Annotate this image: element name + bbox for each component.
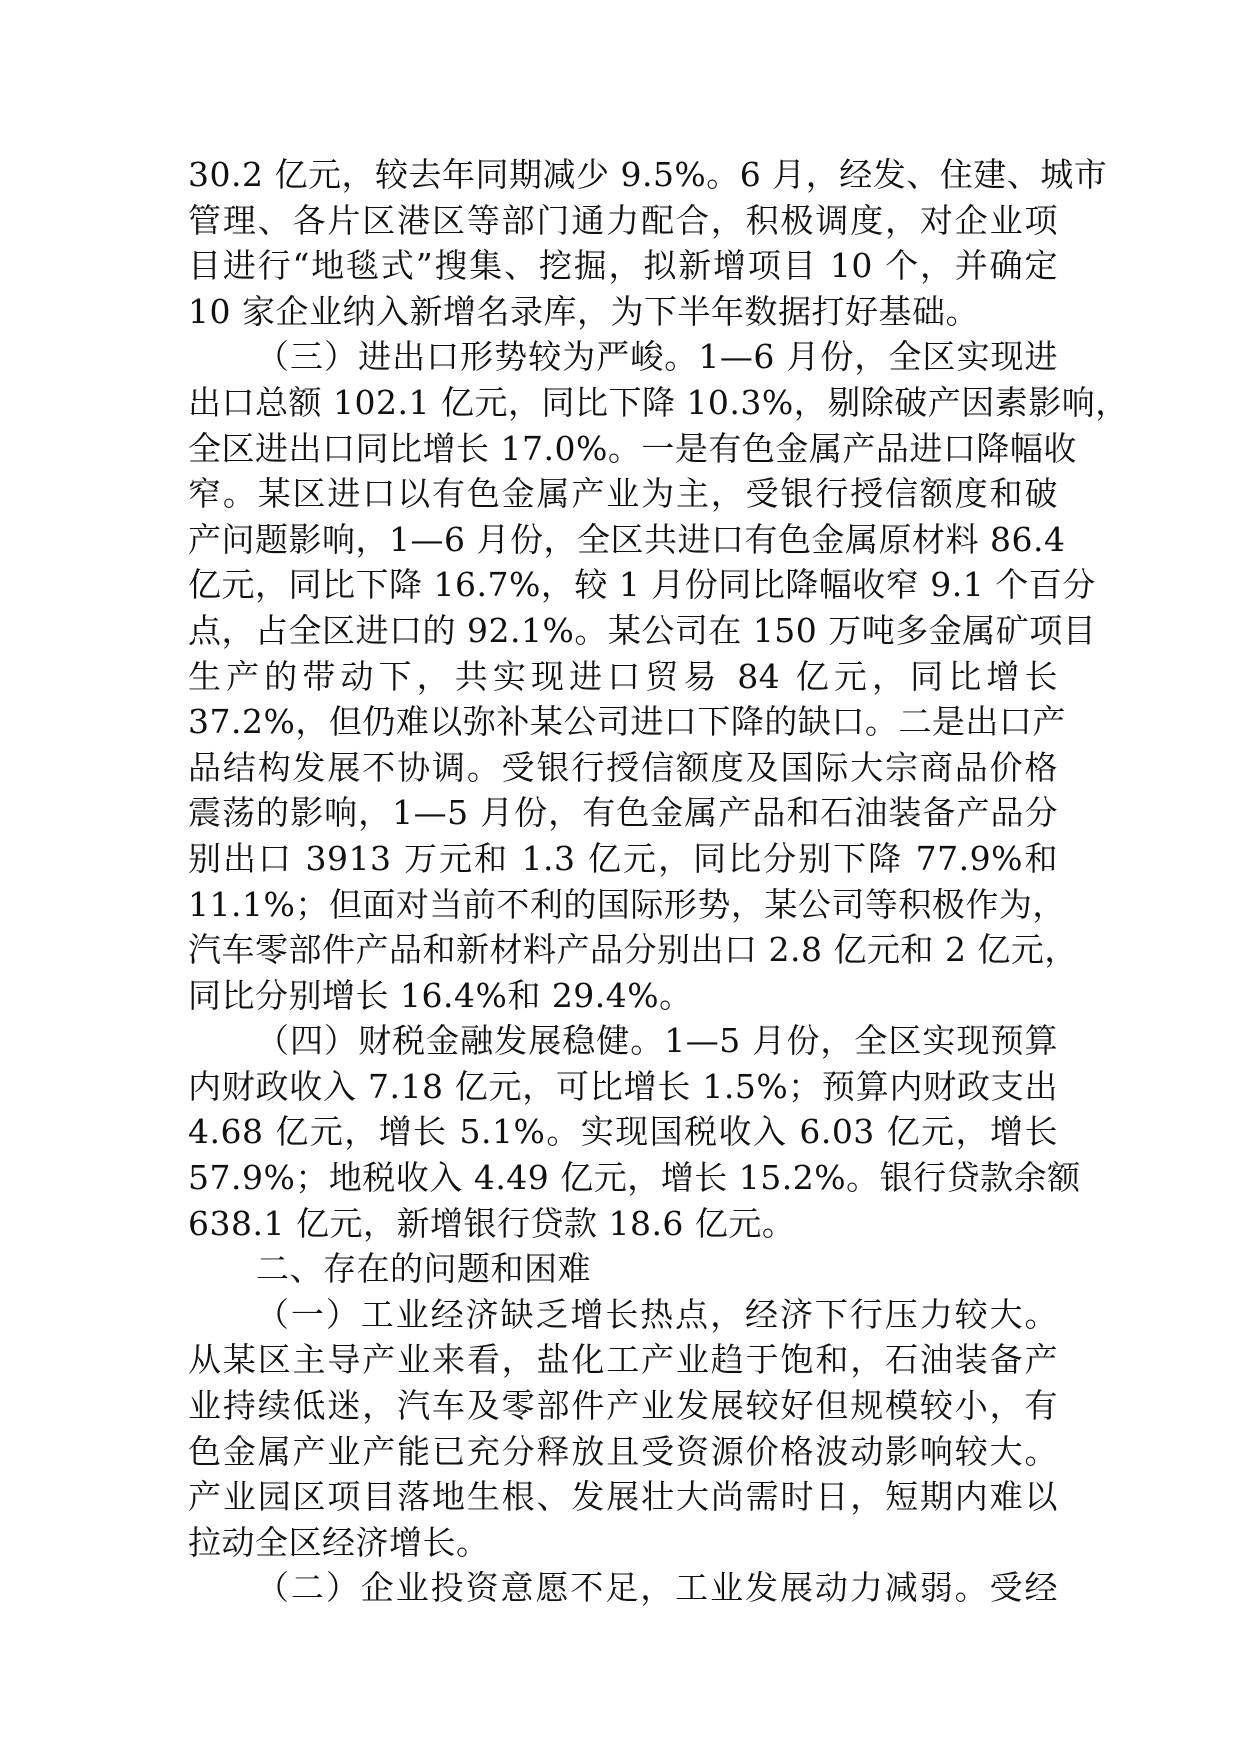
paragraph-line: 从某区主导产业来看，盐化工产业趋于饱和，石油装备产 [188, 1340, 1058, 1380]
section-heading-line: （三）进出口形势较为严峻。1—6 月份，全区实现进 [256, 337, 1058, 377]
paragraph-line: 638.1 亿元，新增银行贷款 18.6 亿元。 [188, 1203, 796, 1243]
section-heading-line: （二）企业投资意愿不足，工业发展动力减弱。受经 [256, 1568, 1058, 1608]
paragraph-line: 11.1%；但面对当前不利的国际形势，某公司等积极作为， [188, 884, 1066, 924]
paragraph-line: 业持续低迷，汽车及零部件产业发展较好但规模较小，有 [188, 1386, 1058, 1426]
section-heading-line: （一）工业经济缺乏增长热点，经济下行压力较大。 [256, 1294, 1058, 1334]
chapter-heading: 二、存在的问题和困难 [256, 1249, 591, 1289]
section-heading-line: （四）财税金融发展稳健。1—5 月份，全区实现预算 [256, 1021, 1058, 1061]
paragraph-line: 品结构发展不协调。受银行授信额度及国际大宗商品价格 [188, 747, 1058, 787]
paragraph-line: 点，占全区进口的 92.1%。某公司在 150 万吨多金属矿项目 [188, 610, 1097, 650]
paragraph-line: 内财政收入 7.18 亿元，可比增长 1.5%；预算内财政支出 [188, 1066, 1058, 1106]
paragraph-line: 管理、各片区港区等部门通力配合，积极调度，对企业项 [188, 200, 1058, 240]
paragraph-line: 30.2 亿元，较去年同期减少 9.5%。6 月，经发、住建、城市 [188, 155, 1108, 194]
paragraph-line: 4.68 亿元，增长 5.1%。实现国税收入 6.03 亿元，增长 [188, 1112, 1058, 1152]
paragraph-line: 全区进出口同比增长 17.0%。一是有色金属产品进口降幅收 [188, 428, 1077, 468]
paragraph-line: 目进行“地毯式”搜集、挖掘，拟新增项目 10 个，并确定 [188, 246, 1058, 286]
paragraph-line: 出口总额 102.1 亿元，同比下降 10.3%，剔除破产因素影响， [188, 382, 1129, 422]
paragraph-line: 产问题影响，1—6 月份，全区共进口有色金属原材料 86.4 [188, 519, 1066, 559]
paragraph-line: 生产的带动下，共实现进口贸易 84 亿元，同比增长 [188, 656, 1058, 696]
paragraph-line: 同比分别增长 16.4%和 29.4%。 [188, 975, 693, 1015]
paragraph-line: 亿元，同比下降 16.7%，较 1 月份同比降幅收窄 9.1 个百分 [188, 565, 1096, 605]
document-body [188, 152, 1129, 1611]
paragraph-line: 震荡的影响，1—5 月份，有色金属产品和石油装备产品分 [188, 793, 1058, 833]
paragraph-line: 别出口 3913 万元和 1.3 亿元，同比分别下降 77.9%和 [188, 838, 1058, 878]
paragraph-line: 拉动全区经济增长。 [188, 1522, 490, 1562]
paragraph-line: 10 家企业纳入新增名录库，为下半年数据打好基础。 [188, 291, 979, 331]
paragraph-line: 窄。某区进口以有色金属产业为主，受银行授信额度和破 [188, 474, 1058, 514]
paragraph-line: 37.2%，但仍难以弥补某公司进口下降的缺口。二是出口产 [188, 702, 1066, 742]
paragraph-line: 汽车零部件产品和新材料产品分别出口 2.8 亿元和 2 亿元， [188, 930, 1078, 970]
paragraph-line: 产业园区项目落地生根、发展壮大尚需时日，短期内难以 [188, 1477, 1058, 1517]
paragraph-line: 57.9%；地税收入 4.49 亿元，增长 15.2%。银行贷款余额 [188, 1158, 1081, 1198]
paragraph-line: 色金属产业产能已充分释放且受资源价格波动影响较大。 [188, 1431, 1058, 1471]
